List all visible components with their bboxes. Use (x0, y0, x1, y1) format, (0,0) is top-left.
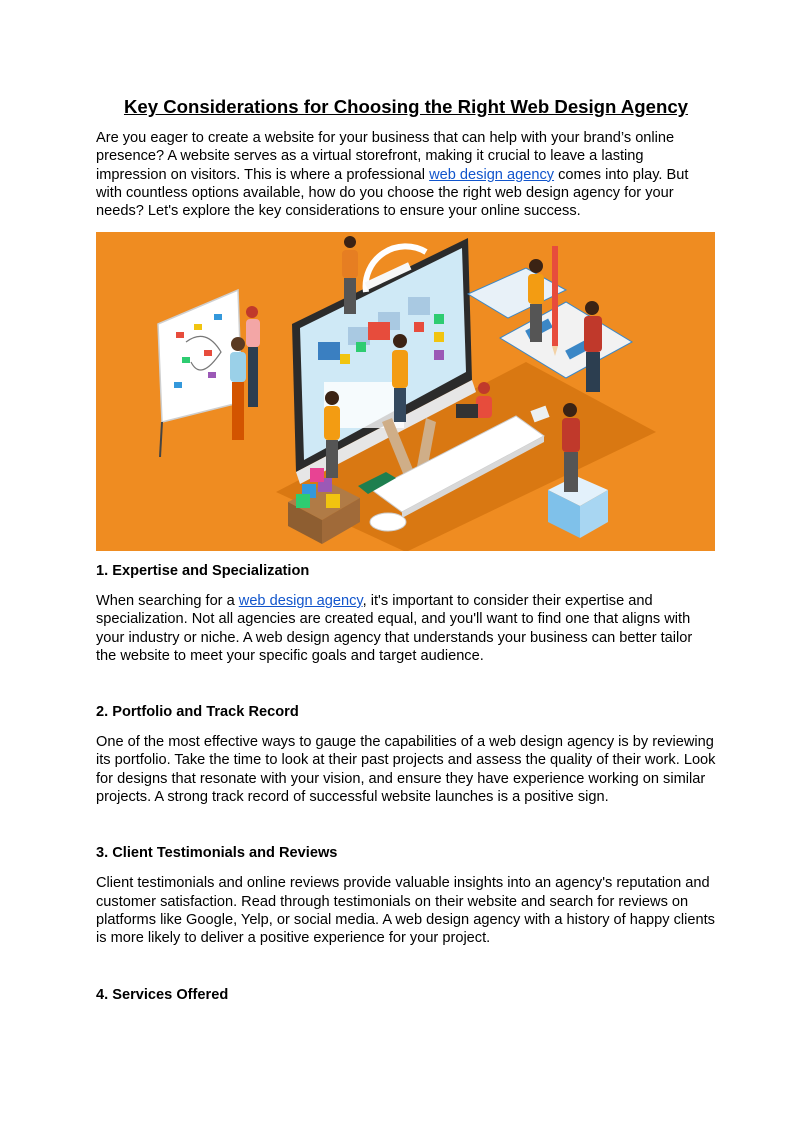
section-services (96, 986, 716, 1004)
pencil (552, 246, 558, 356)
section-paragraph: Client testimonials and online reviews provide valuable insights into an agency's reputation and customer satisfaction. Read through testimonials on their website and search for reviews on platforms like Google, Yelp, or social media. A web design agency with a history of happy clients is more likely to deliver a positive experience for your project. (96, 875, 715, 947)
intro-web-design-agency-link[interactable]: web design agency (429, 166, 555, 183)
section-expertise (96, 562, 716, 665)
document-page (96, 95, 716, 220)
mouse (370, 513, 406, 531)
section-paragraph (96, 592, 716, 665)
section-heading: 1. Expertise and Specialization (96, 563, 310, 579)
section-web-design-agency-link[interactable]: web design agency (238, 593, 363, 609)
section-paragraph: One of the most effective ways to gauge the capabilities of a web design agency is by reviewing its portfolio. Take the time to look at their past projects and assess the quality of their work. Look for designs that resonate with your vision, and ensure they have experience working on similar projects. A strong track record of successful website launches is a positive sign. (96, 734, 716, 806)
section-portfolio (96, 703, 716, 806)
section-text-end: , it's important to consider their expertise and specialization. Not all agencies are created equal, and you'll want to find one that aligns with your industry or niche. A web design agency that understands your business can better tailor the website to meet your specific goals and target audience. (96, 593, 693, 664)
whiteboard (158, 290, 242, 457)
page-title: Key Considerations for Choosing the Right Web Design Agency (123, 96, 689, 117)
section-text-start: When searching for a (96, 593, 239, 609)
section-heading: 2. Portfolio and Track Record (96, 704, 299, 721)
hero-illustration (96, 232, 715, 551)
person-on-monitor (342, 236, 358, 314)
web-design-team-illustration (96, 232, 715, 551)
section-testimonials (96, 844, 716, 947)
wireframe-sheets (468, 268, 632, 378)
section-heading: 4. Services Offered (96, 986, 229, 1003)
intro-text-start: Are you eager to create a website for your business that can help with your brand’s online presence? A website serves as a virtual storefront, making it crucial to leave a lasting impression on visitors. This is where a professional (96, 130, 675, 183)
intro-text-end: comes into play. But with countless options available, how do you choose the right web design agency for your needs? Let's explore the key considerations to ensure your online success. (96, 166, 689, 220)
sections (96, 562, 716, 1016)
intro-paragraph (96, 129, 716, 220)
section-heading: 3. Client Testimonials and Reviews (96, 845, 338, 862)
